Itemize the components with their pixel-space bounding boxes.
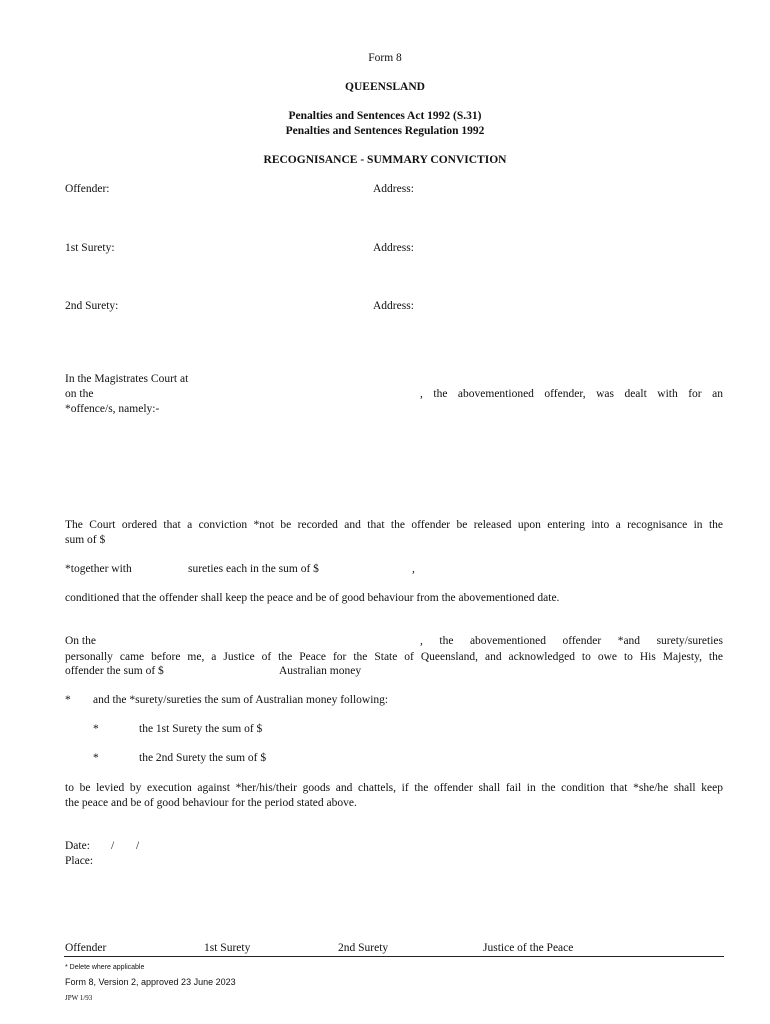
offender-address-label: Address: bbox=[373, 183, 414, 195]
offender-label: Offender: bbox=[65, 183, 110, 195]
together-with-label: *together with bbox=[65, 563, 132, 575]
court-location-label: In the Magistrates Court at bbox=[65, 373, 189, 385]
order-paragraph bbox=[65, 518, 723, 548]
surety2-sum-text: the 2nd Surety the sum of $ bbox=[139, 752, 267, 764]
date-slash-2: / bbox=[136, 840, 140, 852]
sureties-each-label: sureties each in the sum of $ bbox=[188, 563, 319, 575]
form-code: JPW 1/93 bbox=[65, 994, 93, 1002]
date-slash-1: / bbox=[111, 840, 115, 852]
ack-on-the-label: On the bbox=[65, 635, 96, 647]
signature-surety2: 2nd Surety bbox=[338, 942, 389, 954]
state-heading: QUEENSLAND bbox=[345, 81, 425, 93]
levied-paragraph bbox=[65, 781, 723, 811]
ack-line-2: personally came before me, a Justice of the Peace for the State of Queensland, and acknowledged to owe to His Majesty, the bbox=[65, 651, 723, 663]
court-date-label: on the bbox=[65, 388, 94, 400]
order-line-2: sum of $ bbox=[65, 534, 106, 546]
and-sureties-text: and the *surety/sureties the sum of Australian money following: bbox=[93, 694, 389, 706]
signature-justice: Justice of the Peace bbox=[483, 942, 574, 954]
form-version: Form 8, Version 2, approved 23 June 2023 bbox=[65, 977, 236, 987]
sureties-comma: , bbox=[412, 563, 415, 575]
levied-line-2: the peace and be of good behaviour for the period stated above. bbox=[65, 797, 357, 809]
surety2-address-label: Address: bbox=[373, 300, 414, 312]
act-title-line-1: Penalties and Sentences Act 1992 (S.31) bbox=[288, 110, 482, 122]
place-label: Place: bbox=[65, 855, 94, 867]
document-title: RECOGNISANCE - SUMMARY CONVICTION bbox=[263, 154, 507, 166]
act-title-line-2: Penalties and Sentences Regulation 1992 bbox=[285, 125, 485, 137]
conditioned-text: conditioned that the offender shall keep the peace and be of good behaviour from the abovementioned date. bbox=[65, 592, 560, 604]
delete-note: * Delete where applicable bbox=[65, 964, 145, 971]
date-label: Date: bbox=[65, 840, 90, 852]
signature-offender: Offender bbox=[65, 942, 107, 954]
surety2-label: 2nd Surety: bbox=[65, 300, 119, 312]
ack-offender-sum-label: offender the sum of $ bbox=[65, 665, 164, 677]
offences-label: *offence/s, namely:- bbox=[65, 403, 160, 415]
ack-australian-money: Australian money bbox=[279, 665, 362, 677]
court-dealt-text: , the abovementioned offender, was dealt with for an bbox=[420, 388, 723, 400]
surety1-sum-text: the 1st Surety the sum of $ bbox=[139, 723, 263, 735]
surety1-sum-star: * bbox=[93, 723, 99, 735]
surety1-label: 1st Surety: bbox=[65, 242, 115, 254]
signature-surety1: 1st Surety bbox=[204, 942, 251, 954]
surety1-address-label: Address: bbox=[373, 242, 414, 254]
levied-line-1: to be levied by execution against *her/his/their goods and chattels, if the offender shall fail in the condition that *she/he shall keep bbox=[65, 782, 723, 794]
form-number: Form 8 bbox=[368, 52, 402, 64]
ack-line-1-rest: , the abovementioned offender *and surety/sureties bbox=[420, 635, 723, 647]
signature-divider bbox=[64, 956, 724, 957]
order-line-1: The Court ordered that a conviction *not be recorded and that the offender be released upon entering into a recognisance in the bbox=[65, 519, 723, 531]
and-sureties-star: * bbox=[65, 694, 71, 706]
surety2-sum-star: * bbox=[93, 752, 99, 764]
